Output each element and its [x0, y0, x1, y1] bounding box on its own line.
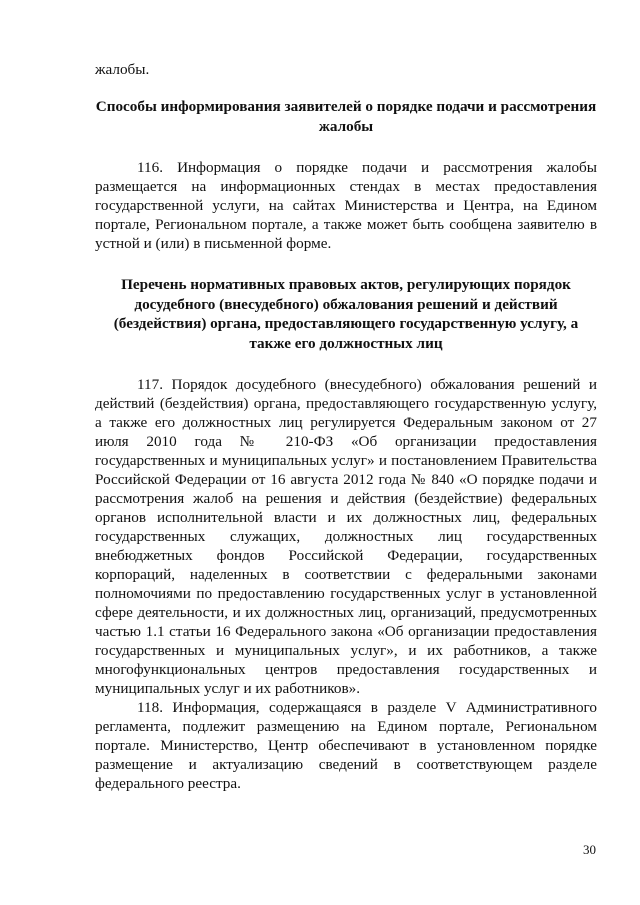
section-heading-regulatory-acts: Перечень нормативных правовых актов, регулирующих порядок досудебного (внесудебного) обжалования решений и действий (бездействия) органа, предоставляющего государственную услугу, а также его должностных лиц — [113, 276, 579, 352]
section-heading-complaint-information: Способы информирования заявителей о порядке подачи и рассмотрения жалобы — [95, 98, 597, 135]
paragraph-118: 118. Информация, содержащаяся в разделе V Административного регламента, подлежит размещению на Едином портале, Региональном портале. Министерство, Центр обеспечивают в установленном порядке размещение и актуализацию сведений в соответствующем разделе федерального реестра. — [95, 699, 597, 792]
paragraph-117: 117. Порядок досудебного (внесудебного) обжалования решений и действий (бездействия) органа, предоставляющего государственную услугу, а также его должностных лиц регулируется Федеральным законом от 27 июля 2010 года № 210-ФЗ «Об организации предоставления государственных и муниципальных услуг» и постановлением Правительства Российской Федерации от 16 августа 2012 года № 840 «О порядке подачи и рассмотрения жалоб на решения и действия (бездействие) федеральных органов исполнительной власти и их должностных лиц, федеральных государственных служащих, должностных лиц государственных внебюджетных фондов Российской Федерации, государственных корпораций, наделенных в соответствии с федеральными законами полномочиями по предоставлению государственных услуг в установленной сфере деятельности, и их должностных лиц, организаций, предусмотренных частью 1.1 статьи 16 Федерального закона «Об организации предоставления государственных и муниципальных услуг», и их работников, а также многофункциональных центров предоставления государственных и муниципальных услуг и их работников». — [95, 376, 597, 697]
page-number: 30 — [583, 842, 596, 857]
continuation-text: жалобы. — [95, 61, 150, 78]
paragraph-116: 116. Информация о порядке подачи и рассмотрения жалобы размещается на информационных стендах в местах предоставления государственной услуги, на сайтах Министерства и Центра, на Едином портале, Региональном портале, а также может быть сообщена заявителю в устной и (или) в письменной форме. — [95, 159, 597, 252]
page-content — [95, 60, 597, 793]
